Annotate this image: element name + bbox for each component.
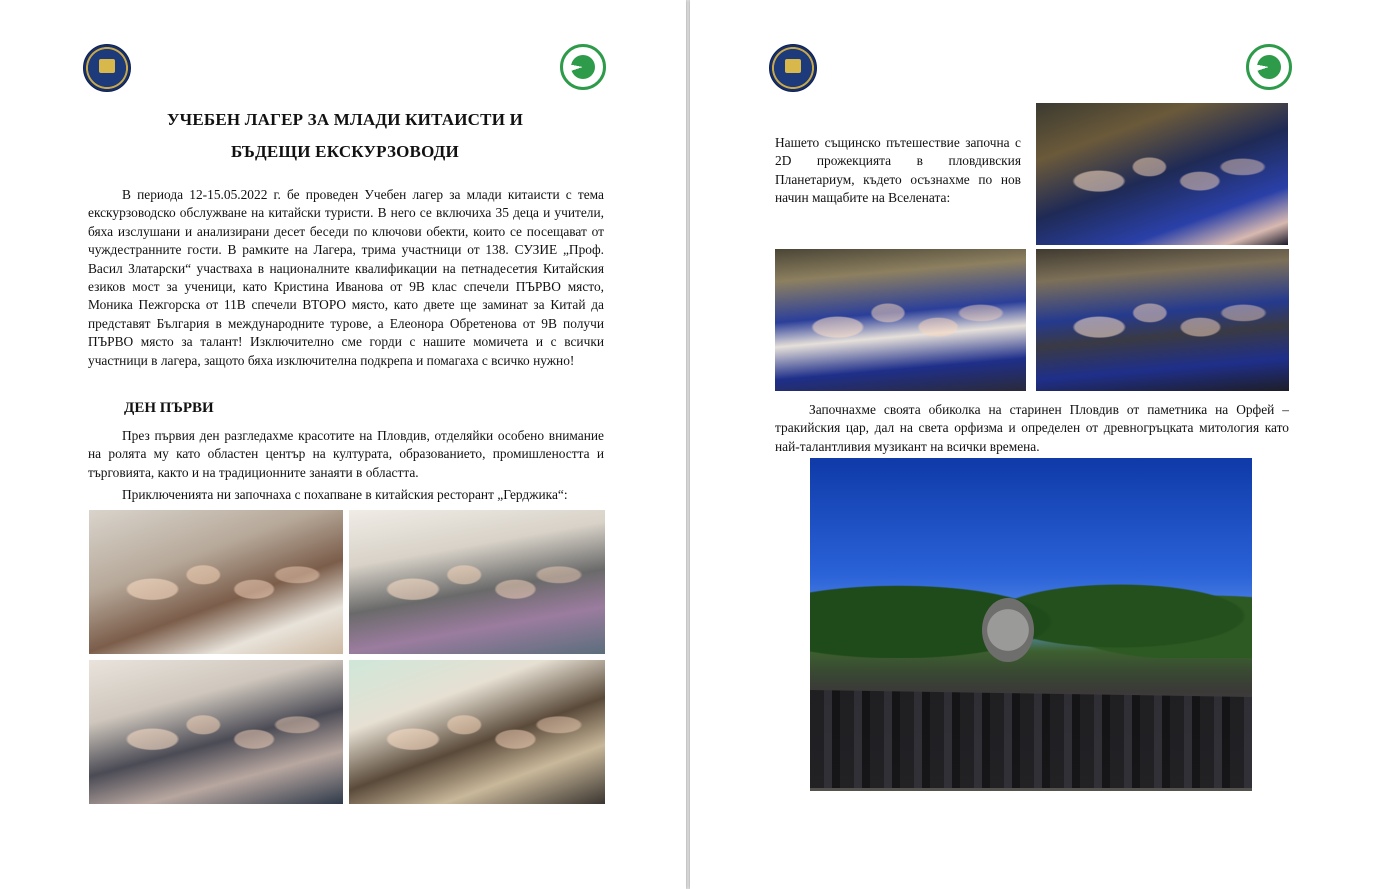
confucius-institute-logo — [560, 44, 606, 90]
restaurant-photo-3 — [89, 660, 343, 804]
orpheus-paragraph: Започнахме своята обиколка на старинен Пловдив от паметника на Орфей – тракийския цар, дал на света орфизма и определен от древногръцката митология като най-талантливия музикант на всички времена. — [775, 402, 1289, 454]
planetarium-photo-1 — [1036, 103, 1288, 245]
restaurant-photo-1 — [89, 510, 343, 654]
restaurant-photo-4 — [349, 660, 605, 804]
restaurant-photo-2 — [349, 510, 605, 654]
orpheus-monument-photo — [810, 458, 1252, 791]
document-title-line-2: БЪДЕЩИ ЕКСКУРЗОВОДИ — [231, 142, 459, 161]
school-logo — [769, 44, 817, 92]
document-page-left — [0, 0, 686, 889]
confucius-institute-logo — [1246, 44, 1292, 90]
day-one-paragraph: През първия ден разгледахме красотите на Пловдив, отделяйки особено внимание на ролята му като областен център на културата, образованието, промишлеността и търговията, както и на традиционните занаяти в областта. — [88, 428, 604, 480]
day-one-heading: ДЕН ПЪРВИ — [124, 400, 214, 416]
intro-paragraph: В периода 12-15.05.2022 г. бе проведен Учебен лагер за млади китаисти с тема екскурзоводско обслужване на китайски туристи. В него се включиха 35 деца и учители, бяха изслушани и анализирани десет беседи по ключови обекти, които се посещават от чуждестранните гости. В рамките на Лагера, трима участници от 138. СУЗИЕ „Проф. Васил Златарски“ участваха в националните квалификации на петнадесетия Китайския езиков мост за ученици, като Кристина Иванова от 9В клас спечели ПЪРВО място, Моника Пежгорска от 11В спечели ВТОРО място, като двете ще заминат за Китай да представят България в международните турове, а Елеонора Обретенова от 9В получи ПЪРВО място за талант! Изключително сме горди с нашите момичета и с всички участници в лагера, защото бяха изключителна подкрепа и помагаха с всичко нужно! — [88, 187, 604, 368]
document-title-line-1: УЧЕБЕН ЛАГЕР ЗА МЛАДИ КИТАИСТИ И — [167, 110, 523, 129]
planetarium-photo-2 — [775, 249, 1026, 391]
document-page-right — [690, 0, 1376, 889]
planetarium-paragraph: Нашето същинско пътешествие започна с 2D прожекцията в пловдивския Планетариум, където осъзнахме по нов начин мащабите на Вселената: — [775, 135, 1021, 206]
school-logo — [83, 44, 131, 92]
planetarium-photo-3 — [1036, 249, 1289, 391]
restaurant-caption: Приключенията ни започнаха с похапване в китайския ресторант „Герджика“: — [122, 487, 568, 502]
